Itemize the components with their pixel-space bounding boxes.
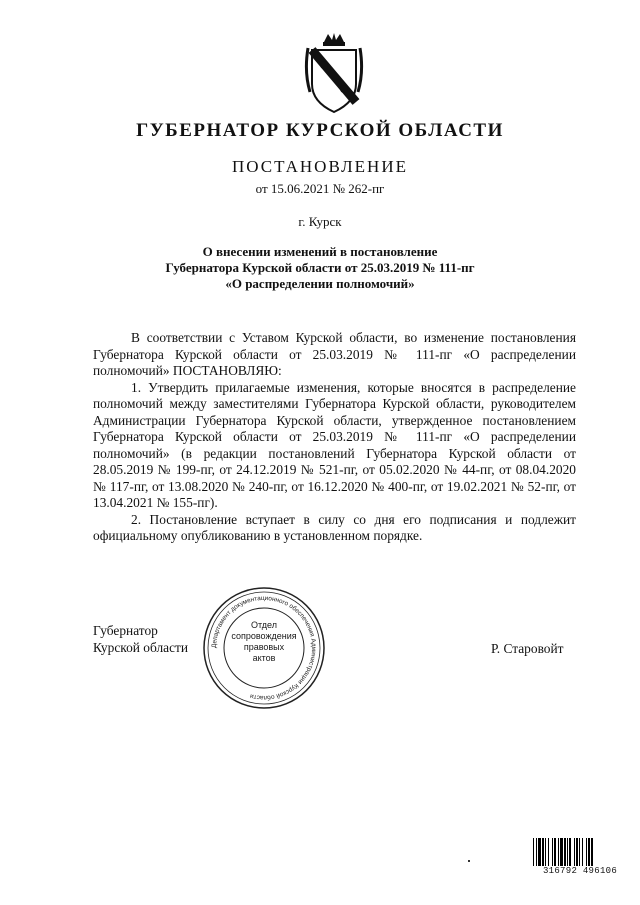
signer-position <box>93 622 188 656</box>
signer-position-line: Курской области <box>93 640 189 655</box>
document-type: ПОСТАНОВЛЕНИЕ <box>231 157 408 176</box>
subject-line: «О распределении полномочий» <box>225 276 415 291</box>
stamp-ring-text: Департамент документационного обеспечения Администрации Курской области <box>210 594 318 702</box>
subject-line: Губернатора Курской области от 25.03.2019 № 111-пг <box>165 260 475 275</box>
document-body <box>93 330 576 545</box>
coat-of-arms-emblem <box>304 32 364 116</box>
body-paragraph: В соответствии с Уставом Курской области, во изменение постановления Губернатора Курской области от 25.03.2019 № 111-пг «О распределении полномочий» ПОСТАНОВЛЯЮ: <box>93 330 576 378</box>
stamp-line: Отдел <box>250 620 278 630</box>
body-paragraph: 1. Утвердить прилагаемые изменения, которые вносятся в распределение полномочий между заместителями Губернатора Курской области, руководителем Администрации Губернатора Курской области, утвержденное постановлением Губернатора Курской области от 25.03.2019 № 111-пг «О распределении полномочий» (в редакции постановлений Губернатора Курской области от 28.05.2019 № 199-пг, от 24.12.2019 № 521-пг, от 05.02.2020 № 44-пг, от 08.04.2020 № 117-пг, от 13.08.2020 № 240-пг, от 16.12.2020 № 400-пг, от 19.02.2021 № 52-пг, от 13.04.2021 № 155-пг). <box>93 379 576 510</box>
stamp-center-text <box>212 620 316 664</box>
document-city: г. Курск <box>298 214 342 229</box>
signer-position-line: Губернатор <box>93 623 158 638</box>
subject-line: О внесении изменений в постановление <box>202 244 438 259</box>
document-subject <box>0 244 640 292</box>
body-paragraph: 2. Постановление вступает в силу со дня его подписания и подлежит официальному опубликованию в установленном порядке. <box>93 511 576 543</box>
issuing-authority: ГУБЕРНАТОР КУРСКОЙ ОБЛАСТИ <box>136 120 504 141</box>
scan-dot <box>468 860 470 862</box>
barcode-number: 316792 496106 <box>532 866 628 876</box>
signer-name: Р. Старовойт <box>491 641 564 656</box>
stamp-line: правовых <box>243 642 285 652</box>
stamp-line: актов <box>252 653 276 663</box>
document-number: от 15.06.2021 № 262-пг <box>255 181 385 196</box>
stamp-line: сопровождения <box>231 631 297 641</box>
